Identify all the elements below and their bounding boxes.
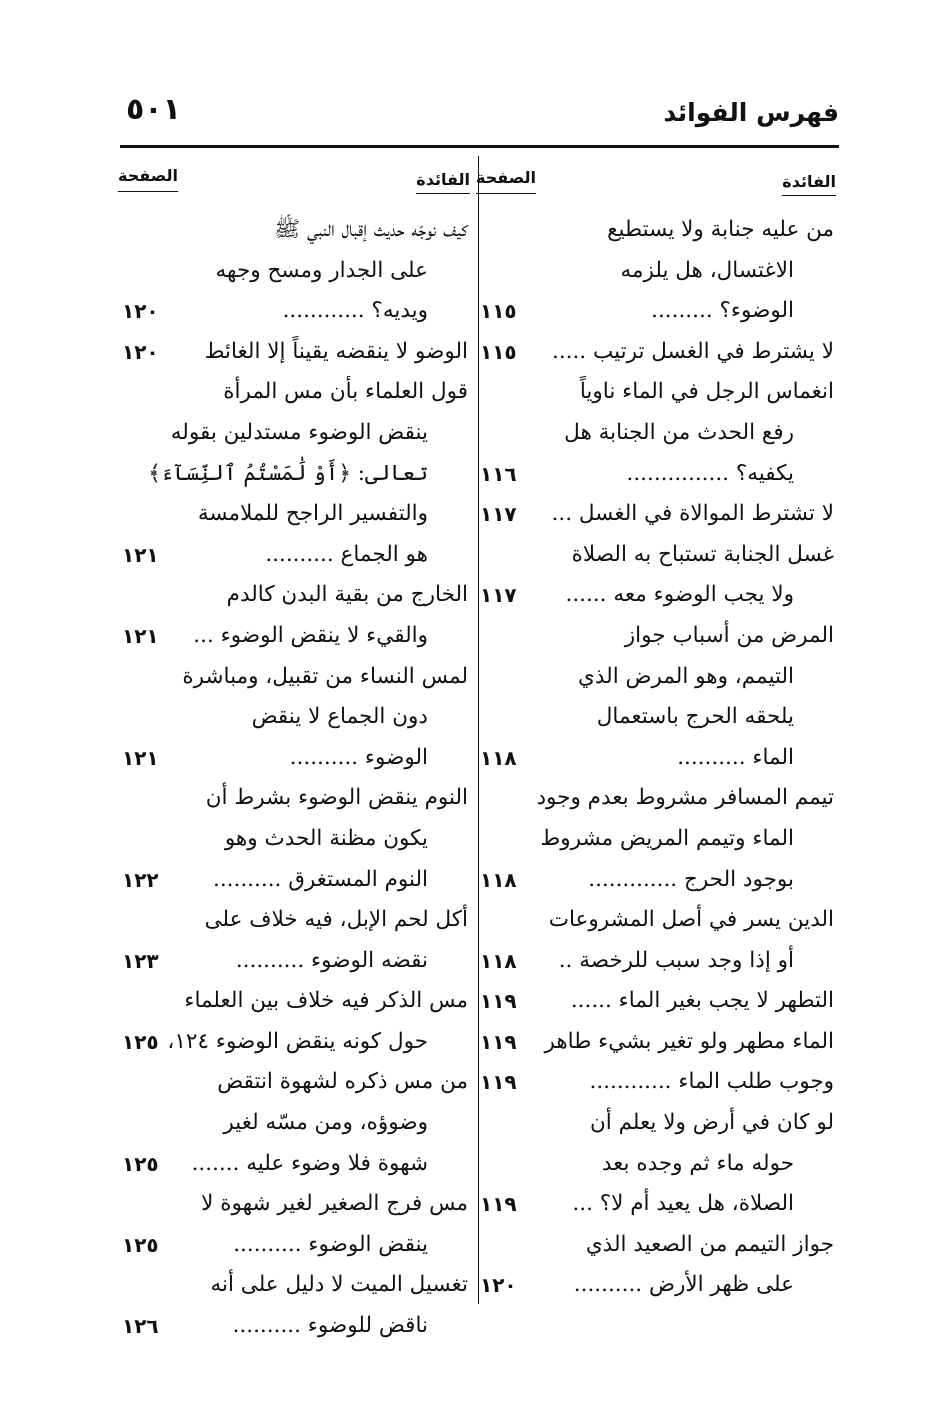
index-entry-page: ١٢٠: [480, 1273, 517, 1298]
index-entry-text: يكون مظنة الحدث وهو: [224, 825, 428, 851]
index-line: [470, 494, 842, 535]
index-line: [470, 778, 842, 819]
index-entry-text: التطهر لا يجب بغير الماء ......: [570, 988, 834, 1014]
index-entry-text: وضوؤه، ومن مسّه لغير: [223, 1110, 428, 1136]
index-line: [470, 981, 842, 1022]
index-entry-text: ناقض للوضوء ..........: [232, 1313, 428, 1339]
index-entry-text: أكل لحم الإبل، فيه خلاف على: [204, 907, 468, 933]
index-entry-text: كيف نوجّه حديث إقبال النبي ﷺ: [274, 217, 468, 242]
index-line: [112, 860, 476, 901]
index-line: [112, 575, 476, 616]
index-line: [112, 535, 476, 576]
index-entry-page: ١١٩: [480, 989, 517, 1014]
index-column-right: [470, 166, 842, 1306]
index-entry-text: ولا يجب الوضوء معه ......: [565, 582, 794, 608]
index-line: [470, 413, 842, 454]
index-entry-page: ١١٧: [480, 583, 517, 608]
column-headers: [470, 166, 842, 210]
index-entry-text: ينقض الوضوء مستدلين بقوله: [170, 419, 428, 445]
index-entry-text: أو إذا وجد سبب للرخصة ..: [558, 947, 794, 973]
index-line: [470, 332, 842, 373]
index-entry-text: هو الجماع ..........: [265, 541, 428, 567]
index-entry-page: ١١٨: [480, 745, 517, 770]
index-line: [470, 1103, 842, 1144]
index-line: [112, 1225, 476, 1266]
index-entry-text: على الجدار ومسح وجهه: [215, 257, 428, 283]
index-entry-text: دون الجماع لا ينقض: [251, 704, 428, 730]
index-entry-page: ١٢١: [122, 745, 159, 770]
index-line: [112, 981, 476, 1022]
index-line: [470, 1062, 842, 1103]
index-line: [470, 941, 842, 982]
index-entry-text: على ظهر الأرض ..........: [573, 1272, 794, 1298]
index-line: [470, 860, 842, 901]
index-entry-text: مس فرج الصغير لغير شهوة لا: [201, 1191, 468, 1217]
index-entry-text: والتفسير الراجح للملامسة: [197, 501, 428, 527]
index-line: [470, 372, 842, 413]
index-entry-text: مس الذكر فيه خلاف بين العلماء: [184, 988, 468, 1014]
index-entry-text: يكفيه؟ ...............: [626, 460, 794, 486]
index-line: [112, 332, 476, 373]
page-number: ٥٠١: [126, 92, 181, 127]
index-entry-text: النوم ينقض الوضوء بشرط أن: [205, 785, 468, 811]
index-line: [112, 778, 476, 819]
index-entry-page: ١٢٠: [122, 299, 159, 324]
index-entry-text: لمس النساء من تقبيل، ومباشرة: [182, 663, 468, 689]
index-line: [470, 1225, 842, 1266]
index-line: [112, 1144, 476, 1185]
index-entry-page: ١٢٥: [122, 1029, 159, 1054]
index-entry-page: ١٢١: [122, 623, 159, 648]
index-entry-page: ١٢٠: [122, 339, 159, 364]
index-entry-text: لا يشترط في الغسل ترتيب .....: [552, 338, 834, 364]
index-line: [112, 210, 476, 251]
index-entry-page: ١١٧: [480, 502, 517, 527]
index-column-left: [112, 166, 476, 1347]
index-line: [112, 291, 476, 332]
index-line: [112, 1103, 476, 1144]
index-lines: [470, 210, 842, 1306]
index-entry-text: الصلاة، هل يعيد أم لا؟ ...: [572, 1191, 794, 1217]
index-entry-text: الوضوء ..........: [289, 744, 428, 770]
index-entry-text: وجوب طلب الماء ............: [589, 1069, 834, 1095]
index-entry-text: الخارج من بقية البدن كالدم: [226, 582, 468, 608]
index-entry-page: ١١٨: [480, 948, 517, 973]
index-line: [112, 738, 476, 779]
topic-column-header: الفائدة: [416, 170, 470, 194]
index-entry-text: الماء وتيمم المريض مشروط: [540, 825, 794, 851]
index-entry-text: الدين يسر في أصل المشروعات: [548, 907, 834, 933]
index-line: [470, 454, 842, 495]
index-entry-page: ١١٨: [480, 867, 517, 892]
index-entry-page: ١١٥: [480, 339, 517, 364]
index-entry-page: ١٢٣: [122, 948, 159, 973]
index-line: [470, 819, 842, 860]
index-entry-text: الماء ..........: [677, 744, 794, 770]
index-entry-page: ١٢٥: [122, 1232, 159, 1257]
index-line: [112, 819, 476, 860]
index-line: [112, 941, 476, 982]
index-entry-text: الوضو لا ينقضه يقيناً إلا الغائط: [204, 338, 468, 364]
index-entry-page: ١٢٢: [122, 867, 159, 892]
index-entry-page: ١١٦: [480, 461, 517, 486]
index-entry-text: قول العلماء بأن مس المرأة: [223, 379, 468, 405]
index-line: [112, 372, 476, 413]
index-entry-text: ويديه؟ ............: [282, 298, 428, 324]
index-line: [470, 900, 842, 941]
index-entry-text: لا تشترط الموالاة في الغسل ...: [551, 501, 834, 527]
index-entry-text: التيمم، وهو المرض الذي: [578, 663, 794, 689]
index-line: [470, 657, 842, 698]
index-entry-text: والقيء لا ينقض الوضوء ...: [193, 622, 428, 648]
index-line: [470, 1144, 842, 1185]
index-entry-text: حوله ماء ثم وجده بعد: [601, 1150, 794, 1176]
index-line: [112, 251, 476, 292]
index-entry-page: ١٢٦: [122, 1314, 159, 1339]
index-entry-text: الوضوء؟ .........: [651, 298, 794, 324]
page-column-header: الصفحة: [476, 168, 536, 194]
index-entry-page: ١١٩: [480, 1192, 517, 1217]
index-entry-text: يلحقه الحرج باستعمال: [596, 704, 794, 730]
page-column-header: الصفحة: [118, 166, 178, 192]
index-entry-text: غسل الجنابة تستباح به الصلاة: [571, 541, 834, 567]
index-entry-text: من عليه جنابة ولا يستطيع: [607, 217, 834, 242]
index-line: [470, 291, 842, 332]
index-lines: [112, 210, 476, 1347]
column-headers: [112, 166, 476, 210]
index-line: [112, 1184, 476, 1225]
page-header: [120, 92, 839, 144]
index-entry-text: المرض من أسباب جواز: [624, 622, 834, 648]
index-line: [470, 697, 842, 738]
index-entry-text: لو كان في أرض ولا يعلم أن: [590, 1110, 834, 1136]
index-line: [470, 575, 842, 616]
index-entry-page: ١١٩: [480, 1070, 517, 1095]
index-line: [470, 251, 842, 292]
index-entry-page: ١١٩: [480, 1029, 517, 1054]
index-line: [112, 494, 476, 535]
index-line: [470, 210, 842, 251]
index-entry-text: بوجود الحرج .............: [588, 866, 794, 892]
index-entry-text: حول كونه ينقض الوضوء ١٢٤،: [167, 1028, 428, 1054]
index-entry-page: ١١٥: [480, 299, 517, 324]
index-line: [470, 1184, 842, 1225]
index-entry-text: نقضه الوضوء ..........: [235, 947, 428, 973]
index-line: [112, 1022, 476, 1063]
index-line: [470, 1265, 842, 1306]
index-entry-text: من مس ذكره لشهوة انتقض: [217, 1069, 468, 1095]
index-line: [112, 454, 476, 495]
index-line: [470, 535, 842, 576]
index-line: [112, 900, 476, 941]
index-line: [112, 1062, 476, 1103]
index-entry-text: الماء مطهر ولو تغير بشيء طاهر: [544, 1028, 834, 1054]
header-rule: [120, 145, 839, 148]
index-line: [112, 697, 476, 738]
index-entry-text: النوم المستغرق ..........: [213, 866, 428, 892]
index-line: [112, 657, 476, 698]
index-line: [112, 1265, 476, 1306]
index-entry-text: انغماس الرجل في الماء ناوياً: [579, 379, 834, 405]
index-line: [470, 616, 842, 657]
index-entry-text: الاغتسال، هل يلزمه: [620, 257, 794, 283]
page-title: فهرس الفوائد: [663, 98, 839, 127]
index-entry-text: تغسيل الميت لا دليل على أنه: [210, 1272, 468, 1298]
index-entry-page: ١٢٥: [122, 1151, 159, 1176]
topic-column-header: الفائدة: [782, 172, 836, 196]
index-line: [112, 413, 476, 454]
index-entry-text: رفع الحدث من الجنابة هل: [564, 419, 794, 445]
index-entry-text: تعالى: ﴿أَوْ لَٰمَسْتُمُ ٱلنِّسَآءَ﴾: [148, 460, 428, 486]
index-line: [112, 616, 476, 657]
index-entry-text: جواز التيمم من الصعيد الذي: [585, 1231, 834, 1257]
index-line: [470, 738, 842, 779]
index-entry-text: شهوة فلا وضوء عليه .......: [191, 1150, 428, 1176]
index-entry-text: ينقض الوضوء ..........: [233, 1231, 428, 1257]
index-line: [470, 1022, 842, 1063]
index-entry-text: تيمم المسافر مشروط بعدم وجود: [536, 785, 834, 811]
index-line: [112, 1306, 476, 1347]
index-entry-page: ١٢١: [122, 542, 159, 567]
